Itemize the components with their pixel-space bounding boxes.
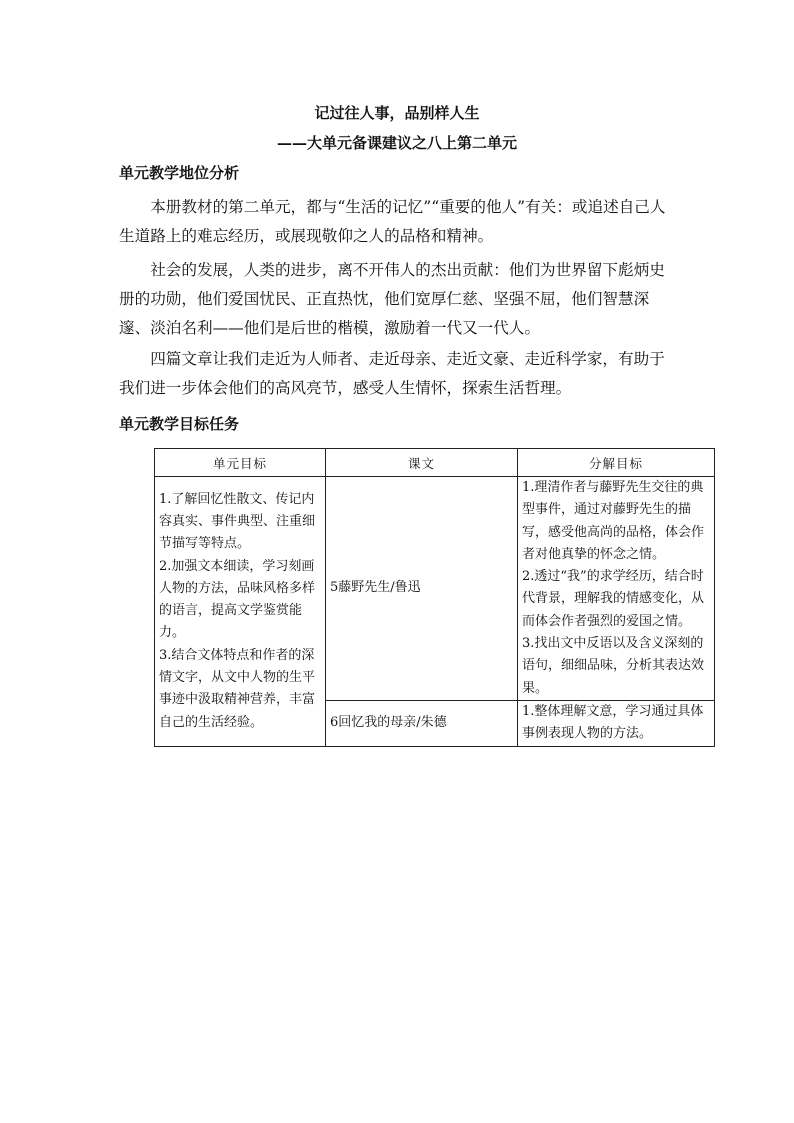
unit-goal-item: 3.结合文体特点和作者的深情文字，从文中人物的生平事迹中汲取精神营养，丰富自己的生活经验。: [159, 647, 316, 730]
sub-goal-item: 1.整体理解文意，学习通过具体事例表现人物的方法。: [522, 703, 704, 742]
document-subtitle: ——大单元备课建议之八上第二单元: [276, 134, 517, 152]
paragraph: 本册教材的第二单元，都与“生活的记忆”“重要的他人”有关：或追述自己人生道路上的难忘经历，或展现敬仰之人的品格和精神。: [119, 198, 666, 245]
unit-goal-item: 1.了解回忆性散文、传记内容真实、事件典型、注重细节描写等特点。: [159, 491, 316, 552]
sub-goal-item: 1.理清作者与藤野先生交往的典型事件，通过对藤野先生的描写，感受他高尚的品格，体会作者对他真挚的怀念之情。: [522, 480, 705, 562]
table-header-sub-goals: 分解目标: [518, 449, 715, 477]
sub-goal-item: 2.透过“我”的求学经历，结合时代背景，理解我的情感变化，从而体会作者强烈的爱国之情。: [522, 569, 705, 629]
unit-goals-cell: [155, 477, 326, 747]
table-header-lesson: 课文: [326, 449, 518, 477]
document-title: 记过往人事，品别样人生: [314, 104, 480, 122]
unit-goal-item: 2.加强文本细读，学习刻画人物的方法，品味风格多样的语言，提高文学鉴赏能力。: [159, 558, 316, 641]
lesson-cell: 5藤野先生/鲁迅: [326, 477, 518, 701]
paragraph: 四篇文章让我们走近为人师者、走近母亲、走近文豪、走近科学家，有助于我们进一步体会他们的高风亮节，感受人生情怀，探索生活哲理。: [119, 350, 665, 397]
section-heading-position-analysis: 单元教学地位分析: [119, 164, 240, 182]
table-header-row: [155, 449, 715, 477]
table-row: [155, 477, 715, 701]
table-header-unit-goals: 单元目标: [155, 449, 326, 477]
sub-goals-cell: [518, 477, 715, 701]
goals-table: [154, 448, 715, 747]
paragraph: 社会的发展，人类的进步，离不开伟人的杰出贡献：他们为世界留下彪炳史册的功勋，他们爱国忧民、正直热忱，他们宽厚仁慈、坚强不屈，他们智慧深邃、淡泊名利——他们是后世的楷模，激励着一代又一代人。: [119, 261, 665, 337]
lesson-cell: 6回忆我的母亲/朱德: [326, 700, 518, 746]
sub-goal-item: 3.找出文中反语以及含义深刻的语句，细细品味，分析其表达效果。: [522, 636, 705, 696]
section-heading-goals-tasks: 单元教学目标任务: [119, 415, 240, 433]
sub-goals-cell: [518, 700, 715, 746]
